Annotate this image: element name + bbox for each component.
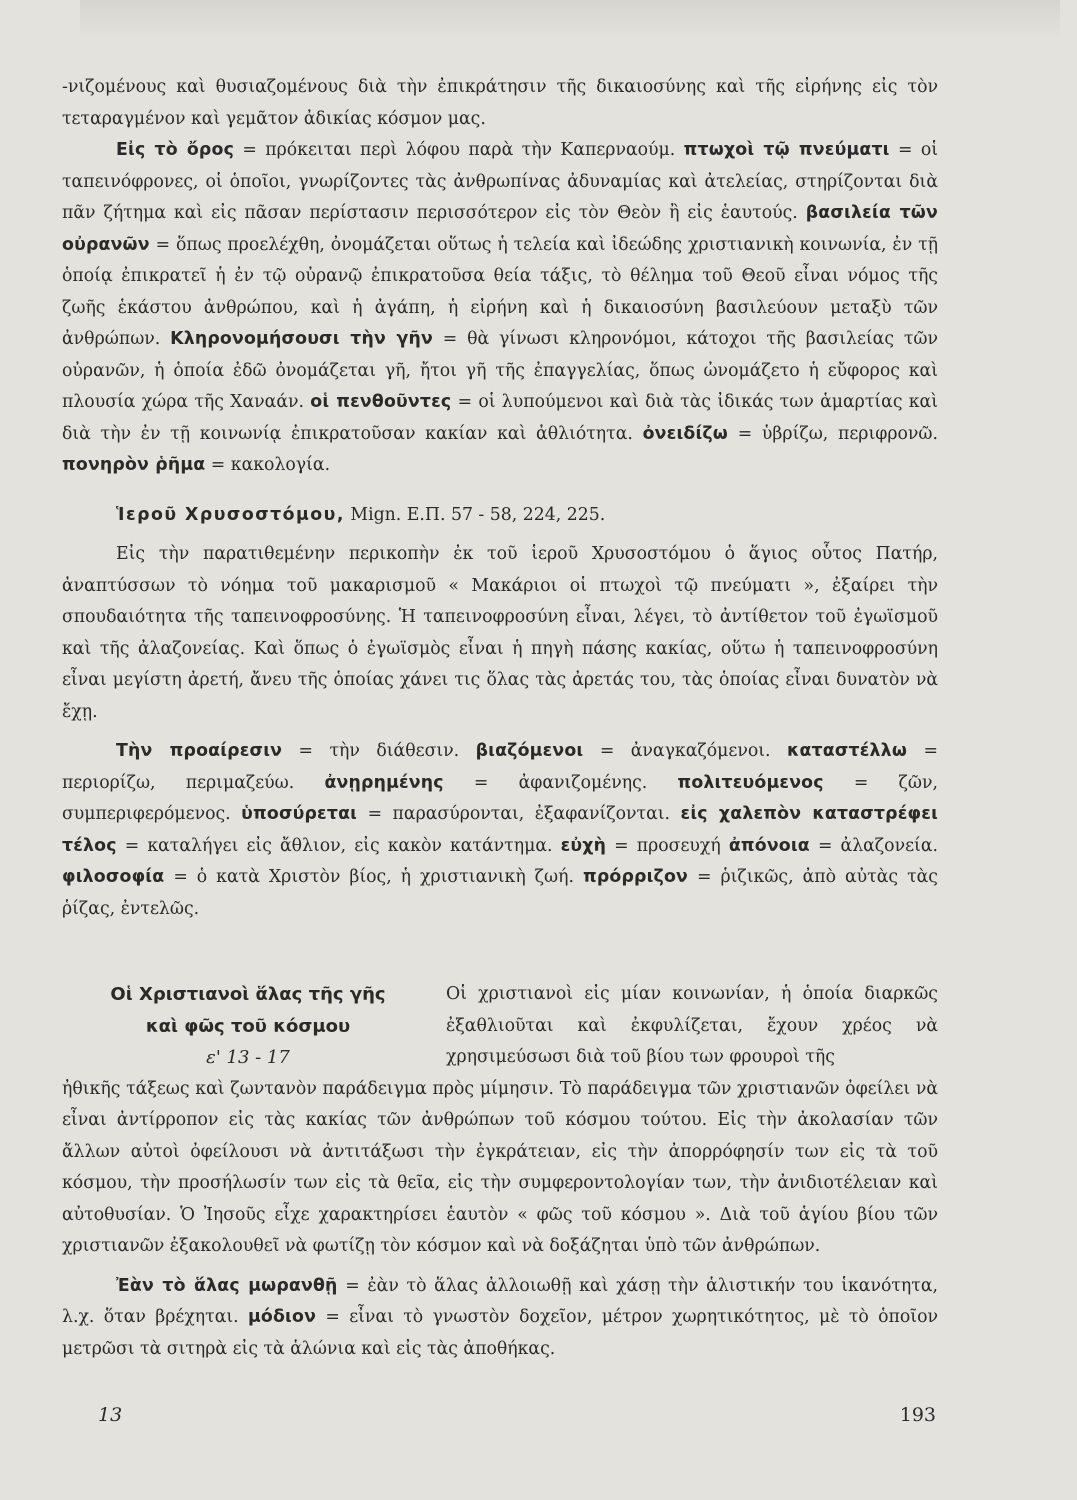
glossary-text: = πρόκειται περὶ λόφου παρὰ τὴν Καπερναούμ. xyxy=(234,140,684,160)
glossary-text: = κακολογία. xyxy=(205,455,331,475)
page-footer xyxy=(98,1404,936,1426)
glossary-term: ὑποσύρεται xyxy=(241,804,358,824)
glossary-text: = περιορίζω, περιμαζεύω. xyxy=(62,741,938,793)
glossary-text: = οἱ ταπεινόφρονες, οἱ ὁποῖοι, γνωρίζοντες τὰς ἀνθρωπίνας ἀδυναμίας καὶ ἀτελείας, στηρίζονται διὰ πᾶν ζήτημα καὶ εἰς πᾶσαν περίστασιν περισσότερον εἰς τὸν Θεὸν ἢ εἰς ἑαυτούς. xyxy=(62,140,939,223)
section-reference: ε' 13 - 17 xyxy=(206,1047,290,1068)
glossary-text: = ὁ κατὰ Χριστὸν βίος, ἡ χριστιανικὴ ζωή. xyxy=(164,867,583,887)
paragraph-continuation: -νιζομένους καὶ θυσιαζομένους διὰ τὴν ἐπικράτησιν τῆς δικαιοσύνης καὶ τῆς εἰρήνης εἰς τὸν τεταραγμένον καὶ γεμᾶτον ἀδικίας κόσμον μας. xyxy=(62,77,938,129)
page-text xyxy=(62,72,938,1365)
glossary-text: = εἶναι τὸ γνωστὸν δοχεῖον, μέτρον χωρητικότητος, μὲ τὸ ὁποῖον μετρῶσι τὰ σιτηρὰ εἰς τὰ ἁλώνια καὶ εἰς τὰς ἀποθήκας. xyxy=(62,1307,938,1359)
source-reference xyxy=(62,500,938,532)
glossary-text: = τὴν διάθεσιν. xyxy=(282,741,476,761)
glossary-term: καταστέλλω xyxy=(786,741,908,761)
glossary-text: = οἱ λυπούμενοι καὶ διὰ τὰς ἰδικάς των ἁμαρτίας καὶ διὰ τὴν ἐν τῇ κοινωνίᾳ ἐπικρατοῦσαν κακίαν καὶ ἀθλιότητα. xyxy=(62,392,938,444)
glossary-text: = ζῶν, συμπεριφερόμενος. xyxy=(62,772,938,824)
section-heading xyxy=(62,979,442,1074)
glossary-term: ἀπόνοια xyxy=(728,835,810,856)
glossary-term: Ἐὰν τὸ ἅλας μωρανθῇ xyxy=(116,1275,338,1296)
glossary-text: = ὑβρίζω, περιφρονῶ. xyxy=(728,423,938,444)
glossary-text: = προσευχή xyxy=(606,835,729,856)
glossary-term: φιλοσοφία xyxy=(62,867,165,887)
glossary-term: Ἱεροῦ Χρυσοστόμου, xyxy=(116,504,345,525)
glossary-term: πτωχοὶ τῷ πνεύματι xyxy=(683,140,890,160)
glossary-text: = καταλήγει εἰς ἄθλιον, εἰς κακὸν κατάντημα. xyxy=(116,835,561,856)
glossary-term: πολιτευόμενος xyxy=(677,772,824,793)
glossary-term: Τὴν προαίρεσιν xyxy=(116,741,283,761)
glossary-term: βιαζόμενοι xyxy=(475,741,584,761)
glossary-term: Εἰς τὸ ὄρος xyxy=(116,140,235,160)
glossary-term: Κληρονομήσουσι τὴν γῆν xyxy=(170,329,433,349)
glossary-term: εὐχὴ xyxy=(560,835,607,856)
glossary-text: = θὰ γίνωσι κληρονόμοι, κάτοχοι τῆς βασιλείας τῶν οὐρανῶν, ἡ ὁποία ἐδῶ ὀνομάζεται γῆ, ἤτοι γῆ τῆς ἐπαγγελίας, ὅπως ὠνομάζετο ἡ εὔφορος καὶ πλουσία χώρα τῆς Χαναάν. xyxy=(62,329,939,412)
glossary-term: ἀνῃρημένης xyxy=(324,772,444,793)
glossary-term: εἰς χαλεπὸν καταστρέφει τέλος xyxy=(62,804,938,856)
glossary-term: μόδιον xyxy=(248,1307,317,1327)
glossary-term: βασιλεία τῶν οὐρανῶν xyxy=(62,203,938,255)
glossary-text: = ὅπως προελέχθη, ὀνομάζεται οὕτως ἡ τελεία καὶ ἰδεώδης χριστιανικὴ κοινωνία, ἐν τῇ ὁποίᾳ ἐπικρατεῖ ἡ ἐν τῷ οὐρανῷ ἐπικρατοῦσα θεία τάξις, τὸ θέλημα τοῦ Θεοῦ εἶναι νόμος τῆς ζωῆς ἑκάστου ἀνθρώπου, καὶ ἡ ἀγάπη, ἡ εἰρήνη καὶ ἡ δικαιοσύνη βασιλεύουν μεταξὺ τῶν ἀνθρώπων. xyxy=(62,234,938,349)
glossary-text: Mign. Ε.Π. 57 - 58, 224, 225. xyxy=(344,504,606,525)
section-body-continuation: ἠθικῆς τάξεως καὶ ζωντανὸν παράδειγμα πρὸς μίμησιν. Τὸ παράδειγμα τῶν χριστιανῶν ὀφείλει νὰ εἶναι ἀντίρροπον εἰς τὰς κακίας τῶν ἀνθρώπων τοῦ κόσμου τούτου. Εἰς τὴν ἀκολασίαν τῶν ἄλλων αὐτοὶ ὀφείλουσι νὰ ἀντιτάξωσι τὴν ἐγκράτειαν, εἰς τὴν ἀπορρόφησίν των εἰς τὰ τοῦ κόσμου, τὴν προσήλωσίν των εἰς τὰ θεῖα, εἰς τὴν συμφεροντολογίαν των, τὴν ἀνιδιοτέλειαν καὶ αὐτοθυσίαν. Ὁ Ἰησοῦς εἶχε χαρακτηρίσει ἑαυτὸν « φῶς τοῦ κόσμου ». Διὰ τοῦ ἁγίου βίου τῶν χριστιανῶν ἐξακολουθεῖ νὰ φωτίζῃ τὸν κόσμον καὶ νὰ δοξάζηται ὑπὸ τῶν ἀνθρώπων. xyxy=(62,1078,938,1256)
glossary-text: = ἀλαζονεία. xyxy=(809,835,938,856)
section-title-line-2: καὶ φῶς τοῦ κόσμου xyxy=(145,1015,351,1037)
glossary-paragraph-1 xyxy=(62,135,938,482)
page-number: 193 xyxy=(899,1404,936,1426)
glossary-term: οἱ πενθοῦντες xyxy=(310,392,452,412)
signature-mark: 13 xyxy=(98,1404,123,1426)
glossary-text: = ἐὰν τὸ ἅλας ἀλλοιωθῇ καὶ χάσῃ τὴν ἁλιστικήν του ἱκανότητα, λ.χ. ὅταν βρέχηται. xyxy=(62,1275,938,1327)
glossary-text: = ἀφανιζομένης. xyxy=(443,772,678,793)
glossary-term: πρόρριζον xyxy=(582,867,688,887)
glossary-paragraph-3 xyxy=(62,1271,938,1366)
glossary-paragraph-2 xyxy=(62,736,938,925)
glossary-text: = ἀναγκαζόμενοι. xyxy=(583,741,787,761)
glossary-text: = ῥιζικῶς, ἀπὸ αὐτὰς τὰς ῥίζας, ἐντελῶς. xyxy=(62,867,938,919)
glossary-term: πονηρὸν ῥῆμα xyxy=(62,455,206,475)
commentary-paragraph: Εἰς τὴν παρατιθεμένην περικοπὴν ἐκ τοῦ ἱεροῦ Χρυσοστόμου ὁ ἅγιος οὗτος Πατήρ, ἀναπτύσσων τὸ νόημα τοῦ μακαρισμοῦ « Μακάριοι οἱ πτωχοὶ τῷ πνεύματι », ἐξαίρει τὴν σπουδαιότητα τῆς ταπεινοφροσύνης. Ἡ ταπεινοφροσύνη εἶναι, λέγει, τὸ ἀντίθετον τοῦ ἐγωϊσμοῦ καὶ τῆς ἀλαζονείας. Καὶ ὅπως ὁ ἐγωϊσμὸς εἶναι ἡ πηγὴ πάσης κακίας, οὕτω ἡ ταπεινοφροσύνη εἶναι μεγίστη ἀρετή, ἄνευ τῆς ὁποίας χάνει τις ὅλας τὰς ἀρετάς του, τὰς ὁποίας εἶναι δυνατὸν νὰ ἔχῃ. xyxy=(62,544,938,722)
section-title-line-1: Οἱ Χριστιανοὶ ἅλας τῆς γῆς xyxy=(110,984,386,1005)
page-top-shadow xyxy=(80,0,1060,40)
glossary-term: ὀνειδίζω xyxy=(642,423,729,444)
glossary-text: = παρασύρονται, ἐξαφανίζονται. xyxy=(357,804,681,824)
section-body-side: Οἱ χριστιανοὶ εἰς μίαν κοινωνίαν, ἡ ὁποία διαρκῶς ἐξαθλιοῦται καὶ ἐκφυλίζεται, ἔχουν χρέος νὰ χρησιμεύσωσι διὰ τοῦ βίου των φρουροὶ τῆς xyxy=(446,984,938,1067)
section-block xyxy=(62,979,938,1074)
